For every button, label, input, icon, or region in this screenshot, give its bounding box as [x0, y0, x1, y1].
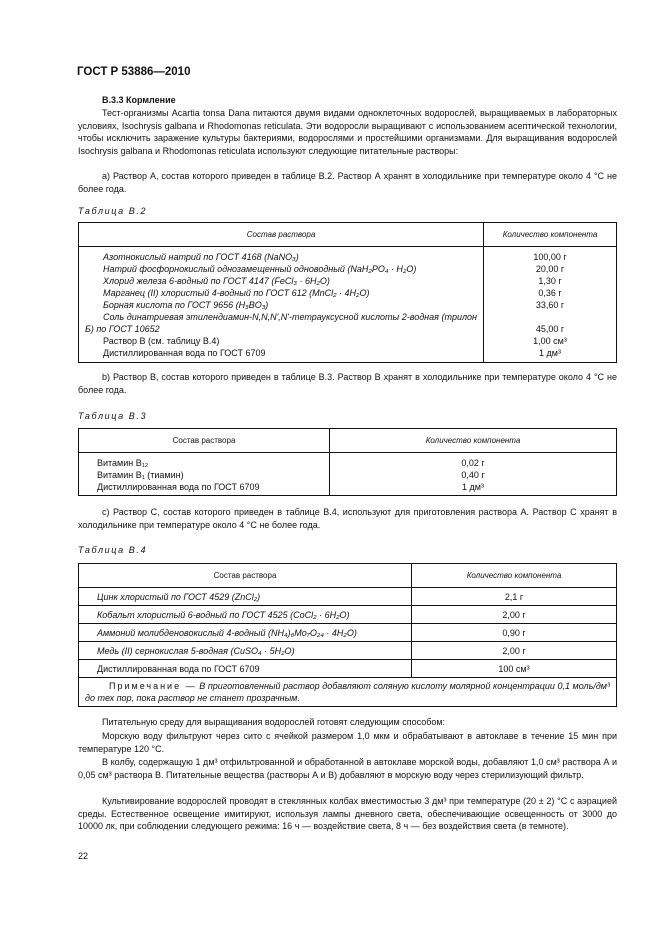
table-b2-header-quantity: Количество компонента — [484, 223, 617, 247]
paragraph-intro: Тест-организмы Acartia tonsa Dana питаются двумя видами одноклеточных водорослей, выращиваемых в лабораторных условиях, Isochrysis galbana и Rhodomonas reticulata. Эти водоросли выращивают с использованием асептической технологии, чтобы исключить заражение культуры бактериями, водорослями и простейшими организмами. Для выращивания водорослей Isochrysis galbana и Rhodomonas reticulata используют следующие питательные растворы: — [78, 108, 617, 156]
table-b4 — [78, 563, 617, 707]
table-row: Раствор В (см. таблицу В.4) — [103, 336, 220, 346]
table-b3-caption: Таблица В.3 — [78, 411, 148, 421]
table-row: Соль динатриевая этилендиамин-N,N,N',N'-тетрауксусной кислоты 2-водная (трилон Б) по ГОСТ 10652 — [85, 312, 477, 334]
table-b2-composition-cell — [79, 247, 484, 363]
note-label: Примечание — — [109, 681, 197, 691]
table-row: Дистиллированная вода по ГОСТ 6709 — [103, 348, 266, 358]
paragraph-cultivation: Культивирование водорослей проводят в стеклянных колбах вместимостью 3 дм³ при температуре (20 ± 2) °С с аэрацией среды. Естественное освещение имитируют, используя лампы дневного света, обеспечивающие освещенность от 3000 до 10000 лк, при соблюдении следующего режима: 16 ч — воздействие света, 8 ч — без воздействия света (в темноте). — [78, 796, 617, 832]
table-b3-header-quantity: Количество компонента — [330, 429, 617, 453]
table-cell: 1 дм³ — [462, 482, 484, 492]
table-row: Дистиллированная вода по ГОСТ 6709 — [97, 482, 260, 492]
table-b2-quantity-cell — [484, 247, 617, 363]
document-header: ГОСТ Р 53886—2010 — [77, 66, 191, 78]
table-cell: 33,60 г — [535, 300, 565, 310]
table-cell: Кобальт хлористый 6-водный по ГОСТ 4525 (CoCl₂ · 6H₂O) — [79, 606, 412, 624]
table-row: Натрий фосфорнокислый однозамещенный одноводный (NaH₂PO₄ · H₂O) — [103, 264, 417, 274]
table-cell: 45,00 г — [535, 324, 565, 334]
table-cell: 100,00 г — [533, 252, 567, 262]
paragraph-solution-b: b) Раствор В, состав которого приведен в таблице В.3. Раствор В хранят в холодильнике при температуре около 4 °С не более года. — [78, 372, 617, 395]
table-cell: 2,00 г — [412, 606, 617, 624]
table-row: Хлорид железа 6-водный по ГОСТ 4147 (FeCl₃ · 6H₂O) — [103, 276, 330, 286]
table-cell: 2,1 г — [412, 588, 617, 606]
table-b2 — [78, 222, 617, 363]
table-b2-caption: Таблица В.2 — [78, 206, 148, 216]
table-row — [79, 642, 617, 660]
table-row — [79, 660, 617, 678]
table-cell: 1,30 г — [538, 276, 562, 286]
paragraph-medium-intro: Питательную среду для выращивания водорослей готовят следующим способом: — [102, 717, 446, 727]
table-cell: Аммоний молибденовокислый 4-водный (NH₄)₆Mo₇O₂₄ · 4H₂O) — [79, 624, 412, 642]
table-b3-quantity-cell — [330, 453, 617, 496]
table-cell: 1,00 см³ — [533, 336, 567, 346]
table-b4-header-composition: Состав раствора — [79, 564, 412, 588]
table-b4-note — [79, 678, 617, 707]
table-cell: 100 см³ — [412, 660, 617, 678]
table-b3 — [78, 428, 617, 496]
table-cell: 2,00 г — [412, 642, 617, 660]
table-row: Витамин B₁ (тиамин) — [97, 470, 184, 480]
table-row: Азотнокислый натрий по ГОСТ 4168 (NaNO₃) — [103, 252, 299, 262]
table-row — [79, 588, 617, 606]
table-b4-header-quantity: Количество компонента — [412, 564, 617, 588]
table-b4-caption: Таблица В.4 — [78, 545, 148, 555]
paragraph-flask: В колбу, содержащую 1 дм³ отфильтрованной и обработанной в автоклаве морской воды, добавляют 1,0 см³ раствора А и 0,05 см³ раствора В. Питательные вещества (растворы А и В) добавляют в морскую воду через стерилизующий фильтр. — [78, 757, 617, 780]
table-cell: 1 дм³ — [539, 348, 561, 358]
table-row: Витамин B₁₂ — [97, 458, 149, 468]
page-number: 22 — [78, 851, 89, 861]
table-cell: 0,02 г — [461, 458, 485, 468]
paragraph-filtering: Морскую воду фильтруют через сито с ячейкой размером 1,0 мкм и обрабатывают в автоклаве в течение 15 мин при температуре 120 °С. — [78, 731, 617, 754]
section-title: В.3.3 Кормление — [102, 95, 176, 105]
table-row: Борная кислота по ГОСТ 9656 (H₃BO₃) — [103, 300, 269, 310]
paragraph-solution-c: с) Раствор С, состав которого приведен в таблице В.4, используют для приготовления раствора А. Раствор С хранят в холодильнике при температуре около 4 °С не более года. — [78, 507, 617, 530]
note-text: В приготовленный раствор добавляют соляную кислоту молярной концентрации 0,1 моль/дм³ до тех пор, пока раствор не станет прозрачным. — [85, 681, 610, 703]
table-row — [79, 606, 617, 624]
table-cell: 0,40 г — [461, 470, 485, 480]
table-row: Марганец (II) хлористый 4-водный по ГОСТ 612 (MnCl₂ · 4H₂O) — [103, 288, 370, 298]
table-b2-header-composition: Состав раствора — [79, 223, 484, 247]
table-cell: 20,00 г — [535, 264, 565, 274]
table-row — [79, 624, 617, 642]
table-cell: Дистиллированная вода по ГОСТ 6709 — [79, 660, 412, 678]
table-b3-composition-cell — [79, 453, 330, 496]
table-b3-header-composition: Состав раствора — [79, 429, 330, 453]
table-cell: 0,36 г — [538, 288, 562, 298]
table-cell: Медь (II) сернокислая 5-водная (CuSO₄ · 5H₂O) — [79, 642, 412, 660]
paragraph-solution-a: а) Раствор А, состав которого приведен в таблице В.2. Раствор А хранят в холодильнике при температуре около 4 °С не более года. — [78, 171, 617, 194]
table-cell: Цинк хлористый по ГОСТ 4529 (ZnCl₂) — [79, 588, 412, 606]
table-cell: 0,90 г — [412, 624, 617, 642]
